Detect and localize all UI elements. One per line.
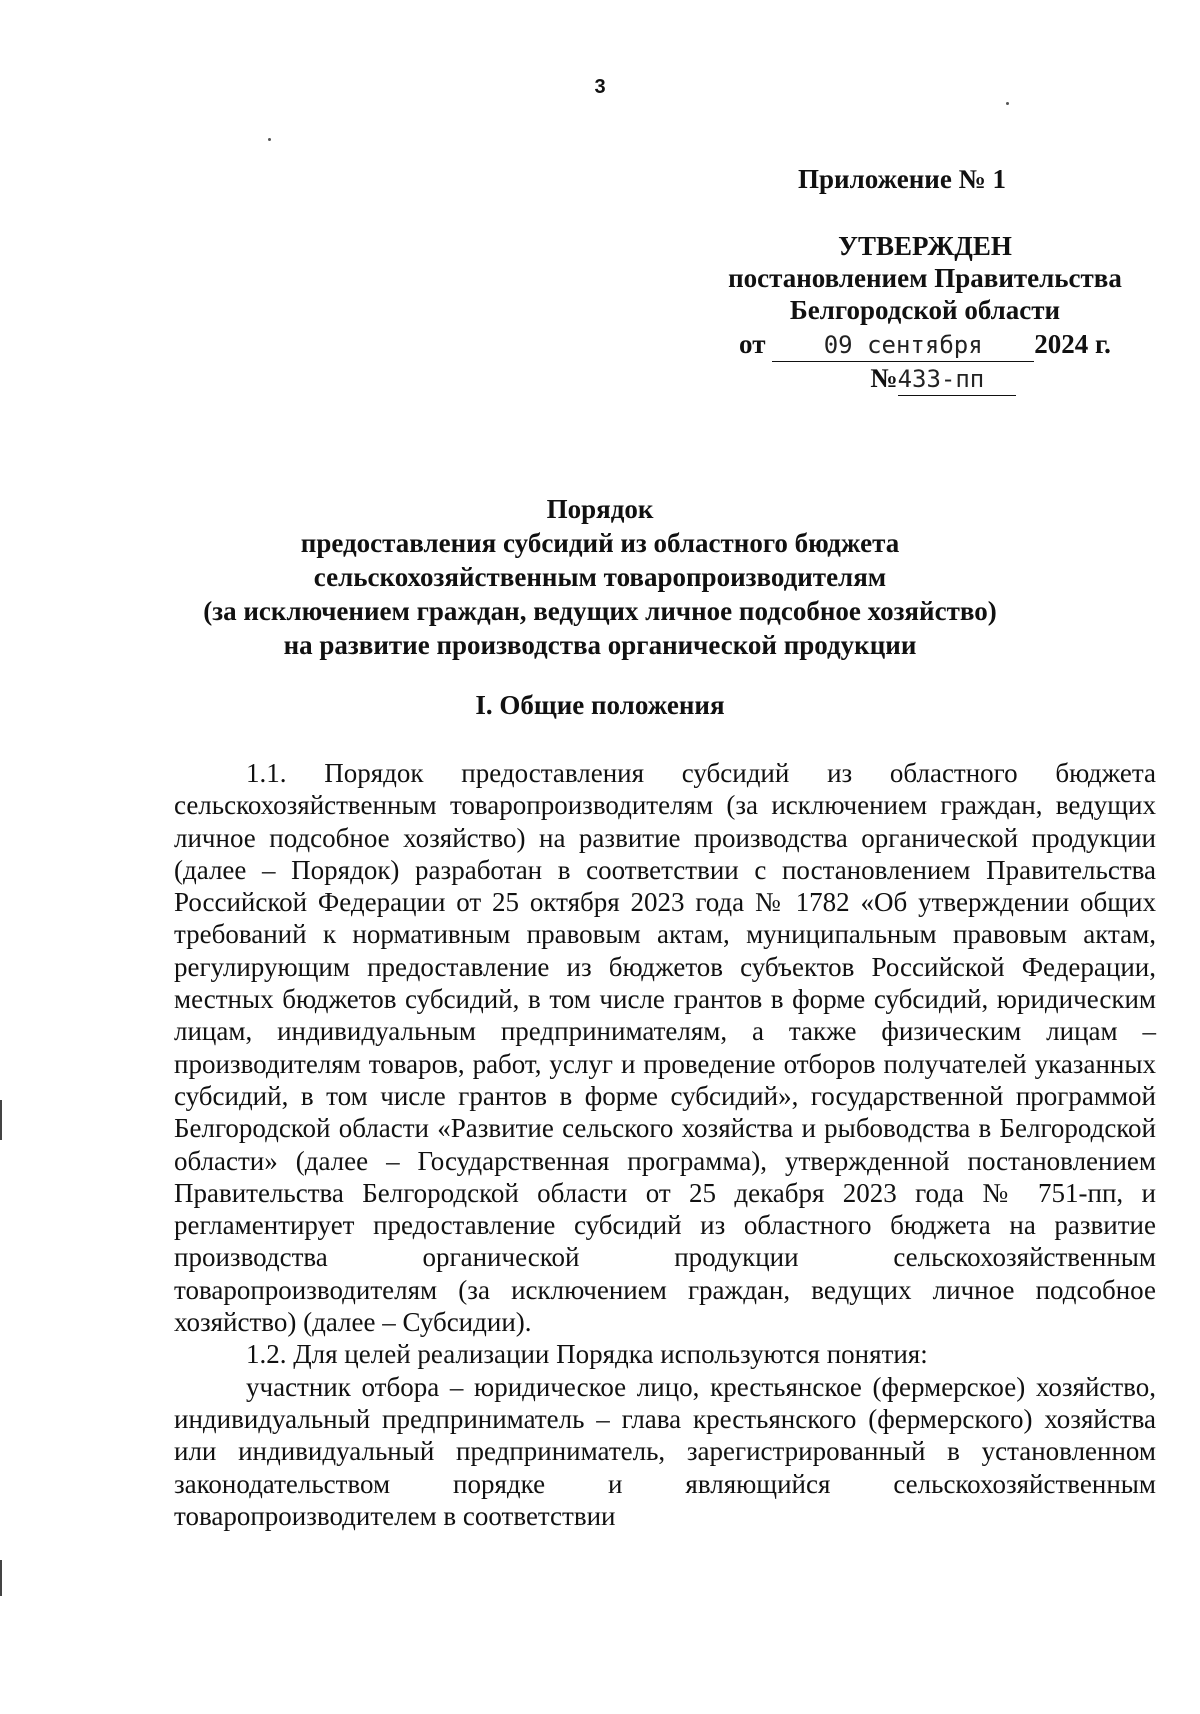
approval-authority: постановлением Правительства [728,263,1122,293]
title-line: сельскохозяйственным товаропроизводителям [313,562,887,592]
page-number: 3 [594,76,606,98]
paragraph: 1.1. Порядок предоставления субсидий из областного бюджета сельскохозяйственным товаропроизводителям (за исключением граждан, ведущих личное подсобное хозяйство) на развитие производства органической продукции (далее – Порядок) разработан в соответствии с постановлением Правительства Российской Федерации от 25 октября 2023 года № 1782 «Об утверждении общих требований к нормативным правовым актам, муниципальным правовым актам, регулирующим предоставление из бюджетов субъектов Российской Федерации, местных бюджетов субсидий, в том числе грантов в форме субсидий, юридическим лицам, индивидуальным предпринимателям, а также физическим лицам – производителям товаров, работ, услуг и проведение отборов получателей указанных субсидий, в том числе грантов в форме субсидий», государственной программой Белгородской области «Развитие сельского хозяйства и рыбоводства в Белгородской области» (далее – Государственная программа), утвержденной постановлением Правительства Белгородской области от 25 декабря 2023 года № 751-пп, и регламентирует предоставление субсидий из областного бюджета на развитие производства органической продукции сельскохозяйственным товаропроизводителям (за исключением граждан, ведущих личное подсобное хозяйство) (далее – Субсидии). [174,758,1156,1338]
appendix-label: Приложение № 1 [798,164,1006,194]
date-value: 09 сентября [772,329,1034,362]
title-line: на развитие производства органической продукции [283,630,917,660]
date-suffix: 2024 г. [1034,329,1111,359]
title-line: (за исключением граждан, ведущих личное подсобное хозяйство) [203,596,997,626]
scan-speck [1006,102,1009,105]
date-prefix: от [739,329,766,359]
scan-margin-mark [0,1560,2,1596]
scan-margin-mark [0,1100,2,1140]
paragraph: участник отбора – юридическое лицо, крестьянское (фермерское) хозяйство, индивидуальный предприниматель – глава крестьянского (фермерского) хозяйства или индивидуальный предприниматель, зарегистрированный в установленном законодательством порядке и являющийся сельскохозяйственным товаропроизводителем в соответствии [174,1371,1156,1531]
title-line: Порядок [546,494,654,524]
scan-speck [268,138,271,141]
approved-word: УТВЕРЖДЕН [838,231,1012,261]
section-heading: I. Общие положения [475,690,725,720]
approval-number-line [690,362,1160,396]
number-value: 433-пп [898,363,1016,396]
approval-date-line [690,328,1160,362]
approval-region: Белгородской области [789,295,1061,325]
body-text [174,757,1156,1532]
paragraph: 1.2. Для целей реализации Порядка используются понятия: [246,1339,928,1370]
document-title [160,492,1040,662]
title-line: предоставления субсидий из областного бюджета [300,528,900,558]
number-prefix: № [870,363,898,393]
approval-stamp [690,230,1160,396]
